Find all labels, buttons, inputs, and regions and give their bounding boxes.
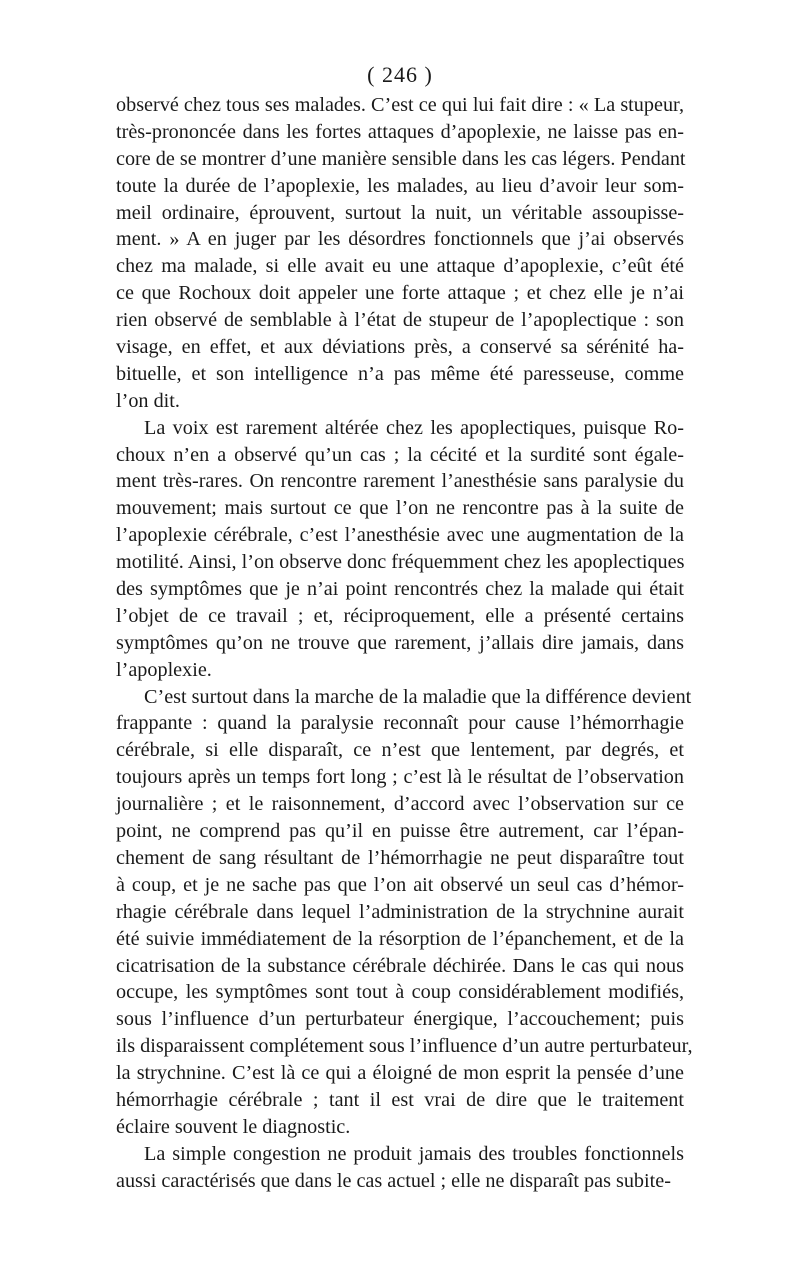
text-line: La voix est rarement altérée chez les apoplectiques, puisque Ro- bbox=[144, 416, 684, 439]
text-line: été suivie immédiatement de la résorption de l’épanchement, et de la bbox=[116, 927, 684, 950]
body-text bbox=[116, 92, 693, 1195]
text-line: observé chez tous ses malades. C’est ce qui lui fait dire : « La stupeur, bbox=[116, 94, 684, 116]
text-line: mouvement; mais surtout ce que l’on ne rencontre pas à la suite de bbox=[116, 497, 684, 520]
text-line: symptômes qu’on ne trouve que rarement, j’allais dire jamais, dans bbox=[116, 631, 684, 654]
text-line: bituelle, et son intelligence n’a pas même été paresseuse, comme bbox=[116, 362, 684, 385]
text-line: ment très-rares. On rencontre rarement l’anesthésie sans paralysie du bbox=[116, 470, 684, 493]
text-line: aussi caractérisés que dans le cas actuel ; elle ne disparaît pas subite- bbox=[116, 1169, 671, 1192]
paragraph bbox=[116, 415, 684, 684]
text-line: rhagie cérébrale dans lequel l’administration de la strychnine aurait bbox=[116, 900, 684, 923]
text-line: l’on dit. bbox=[116, 389, 180, 412]
text-line: core de se montrer d’une manière sensible dans les cas légers. Pendant bbox=[116, 147, 686, 170]
text-line: C’est surtout dans la marche de la maladie que la différence devient bbox=[144, 685, 692, 708]
text-line: chez ma malade, si elle avait eu une attaque d’apoplexie, c’eût été bbox=[116, 255, 684, 278]
text-line: point, ne comprend pas qu’il en puisse être autrement, car l’épan- bbox=[116, 820, 684, 843]
text-line: éclaire souvent le diagnostic. bbox=[116, 1115, 351, 1138]
text-line: ils disparaissent complétement sous l’influence d’un autre perturbateur, bbox=[116, 1035, 693, 1058]
text-line: cérébrale, si elle disparaît, ce n’est que lentement, par degrés, et bbox=[116, 739, 684, 762]
text-line: meil ordinaire, éprouvent, surtout la nuit, un véritable assoupisse- bbox=[116, 201, 684, 224]
text-line: ce que Rochoux doit appeler une forte attaque ; et chez elle je n’ai bbox=[116, 282, 684, 305]
text-line: sous l’influence d’un perturbateur énergique, l’accouchement; puis bbox=[116, 1008, 684, 1031]
text-line: l’objet de ce travail ; et, réciproquement, elle a présenté certains bbox=[116, 604, 684, 627]
text-line: à coup, et je ne sache pas que l’on ait observé un seul cas d’hémor- bbox=[116, 873, 684, 896]
page-number: ( 246 ) bbox=[367, 62, 433, 87]
paragraph bbox=[116, 1141, 684, 1195]
text-line: très-prononcée dans les fortes attaques d’apoplexie, ne laisse pas en- bbox=[116, 120, 684, 143]
text-line: cicatrisation de la substance cérébrale déchirée. Dans le cas qui nous bbox=[116, 954, 684, 977]
text-line: toujours après un temps fort long ; c’est là le résultat de l’observation bbox=[116, 766, 684, 789]
text-line: chement de sang résultant de l’hémorrhagie ne peut disparaître tout bbox=[116, 846, 684, 869]
paragraph bbox=[116, 92, 684, 415]
text-line: occupe, les symptômes sont tout à coup considérablement modifiés, bbox=[116, 981, 684, 1004]
text-line: journalière ; et le raisonnement, d’accord avec l’observation sur ce bbox=[116, 793, 684, 816]
text-line: ment. » A en juger par les désordres fonctionnels que j’ai observés bbox=[116, 228, 684, 251]
text-line: frappante : quand la paralysie reconnaît pour cause l’hémorrhagie bbox=[116, 712, 684, 735]
text-line: toute la durée de l’apoplexie, les malades, au lieu d’avoir leur som- bbox=[116, 174, 684, 197]
text-line: la strychnine. C’est là ce qui a éloigné de mon esprit la pensée d’une bbox=[116, 1062, 684, 1085]
text-line: des symptômes que je n’ai point rencontrés chez la malade qui était bbox=[116, 578, 684, 601]
text-line: visage, en effet, et aux déviations près, a conservé sa sérénité ha- bbox=[116, 336, 684, 359]
text-line: choux n’en a observé qu’un cas ; la cécité et la surdité sont égale- bbox=[116, 443, 684, 466]
text-line: l’apoplexie. bbox=[116, 658, 212, 681]
text-line: l’apoplexie cérébrale, c’est l’anesthésie avec une augmentation de la bbox=[116, 524, 684, 547]
paragraph bbox=[116, 684, 693, 1141]
text-line: hémorrhagie cérébrale ; tant il est vrai de dire que le traitement bbox=[116, 1088, 684, 1111]
text-line: rien observé de semblable à l’état de stupeur de l’apoplectique : son bbox=[116, 309, 684, 332]
text-line: motilité. Ainsi, l’on observe donc fréquemment chez les apoplectiques bbox=[116, 551, 685, 574]
text-line: La simple congestion ne produit jamais des troubles fonctionnels bbox=[144, 1142, 684, 1165]
